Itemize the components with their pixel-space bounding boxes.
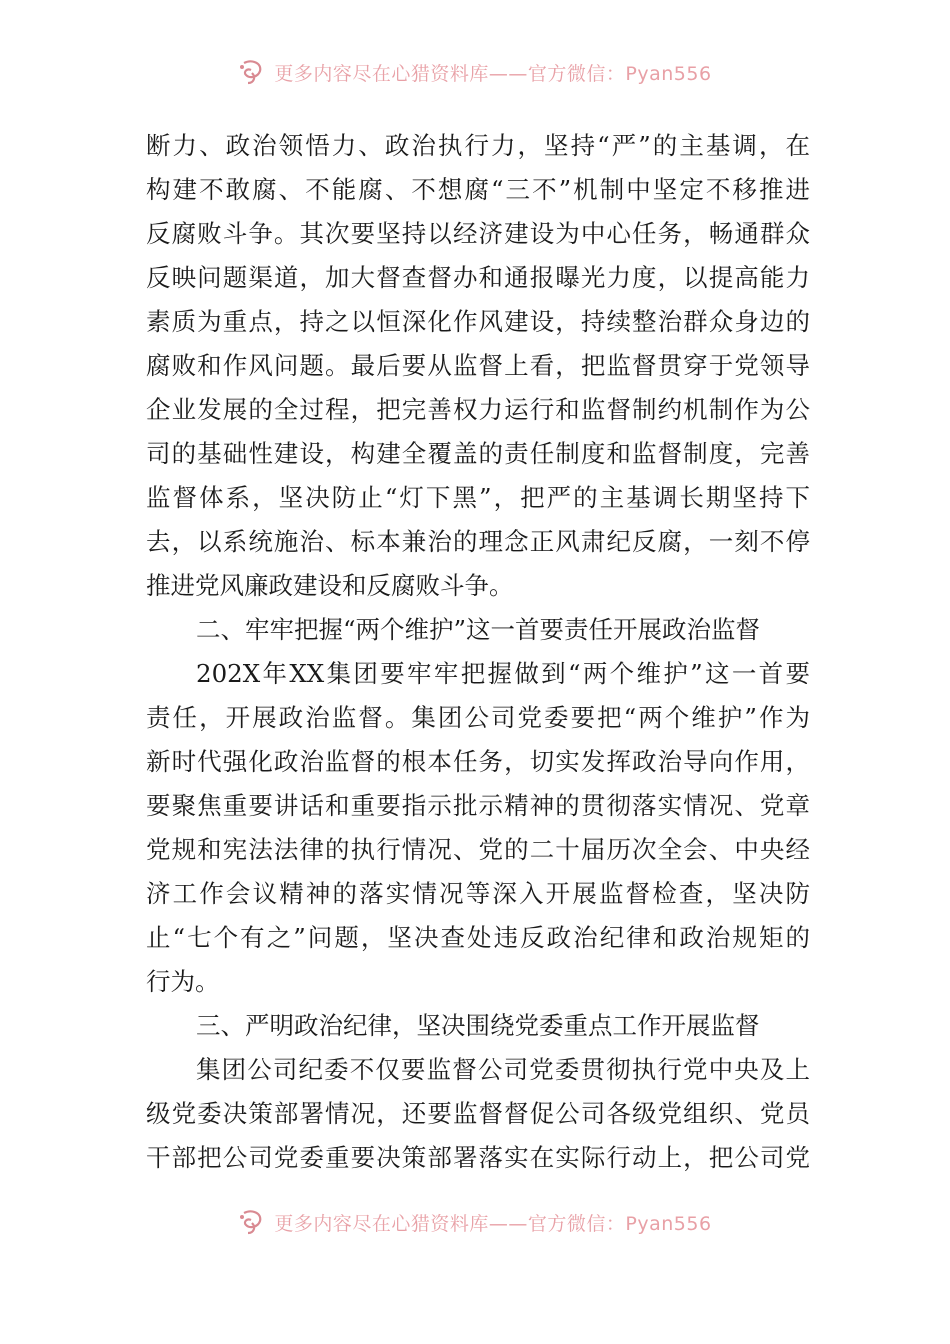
watermark-text: 更多内容尽在心猎资料库——官方微信：Pyan556 bbox=[274, 62, 712, 85]
text-line: 司的基础性建设，构建全覆盖的责任制度和监督制度，完善 bbox=[146, 439, 810, 468]
text-line: 责任，开展政治监督。集团公司党委要把“两个维护”作为 bbox=[146, 703, 810, 732]
text-line: 要聚焦重要讲话和重要指示批示精神的贯彻落实情况、党章 bbox=[146, 791, 810, 820]
text-line: 反腐败斗争。其次要坚持以经济建设为中心任务，畅通群众 bbox=[146, 219, 810, 248]
text-line: 企业发展的全过程，把完善权力运行和监督制约机制作为公 bbox=[146, 395, 810, 424]
text-line: 构建不敢腐、不能腐、不想腐“三不”机制中坚定不移推进 bbox=[146, 175, 810, 204]
text-line: 新时代强化政治监督的根本任务，切实发挥政治导向作用， bbox=[146, 747, 810, 776]
watermark-text: 更多内容尽在心猎资料库——官方微信：Pyan556 bbox=[274, 1212, 712, 1235]
text-line: 腐败和作风问题。最后要从监督上看，把监督贯穿于党领导 bbox=[146, 351, 810, 380]
section-heading: 三、严明政治纪律，坚决围绕党委重点工作开展监督 bbox=[196, 1011, 760, 1040]
text-line: 行为。 bbox=[146, 967, 220, 996]
text-line: 去，以系统施治、标本兼治的理念正风肃纪反腐，一刻不停 bbox=[146, 527, 810, 556]
text-line: 级党委决策部署情况，还要监督督促公司各级党组织、党员 bbox=[146, 1099, 810, 1128]
text-line: 止“七个有之”问题，坚决查处违反政治纪律和政治规矩的 bbox=[146, 923, 810, 952]
text-line: 反映问题渠道，加大督查督办和通报曝光力度，以提高能力 bbox=[146, 263, 810, 292]
watermark-logo-icon bbox=[238, 1209, 268, 1235]
text-line: 集团公司纪委不仅要监督公司党委贯彻执行党中央及上 bbox=[196, 1055, 810, 1084]
text-line: 监督体系，坚决防止“灯下黑”，把严的主基调长期坚持下 bbox=[146, 483, 810, 512]
text-line: 202X年XX集团要牢牢把握做到“两个维护”这一首要 bbox=[196, 659, 810, 688]
watermark-logo-icon bbox=[238, 59, 268, 85]
text-line: 断力、政治领悟力、政治执行力，坚持“严”的主基调，在 bbox=[146, 131, 810, 160]
text-line: 干部把公司党委重要决策部署落实在实际行动上，把公司党 bbox=[146, 1143, 810, 1172]
text-line: 素质为重点，持之以恒深化作风建设，持续整治群众身边的 bbox=[146, 307, 810, 336]
header-watermark bbox=[0, 52, 950, 92]
document-body bbox=[146, 124, 810, 1180]
text-line: 济工作会议精神的落实情况等深入开展监督检查，坚决防 bbox=[146, 879, 810, 908]
text-line: 推进党风廉政建设和反腐败斗争。 bbox=[146, 571, 514, 600]
section-heading: 二、牢牢把握“两个维护”这一首要责任开展政治监督 bbox=[196, 615, 761, 644]
text-line: 党规和宪法法律的执行情况、党的二十届历次全会、中央经 bbox=[146, 835, 810, 864]
footer-watermark bbox=[0, 1202, 950, 1242]
